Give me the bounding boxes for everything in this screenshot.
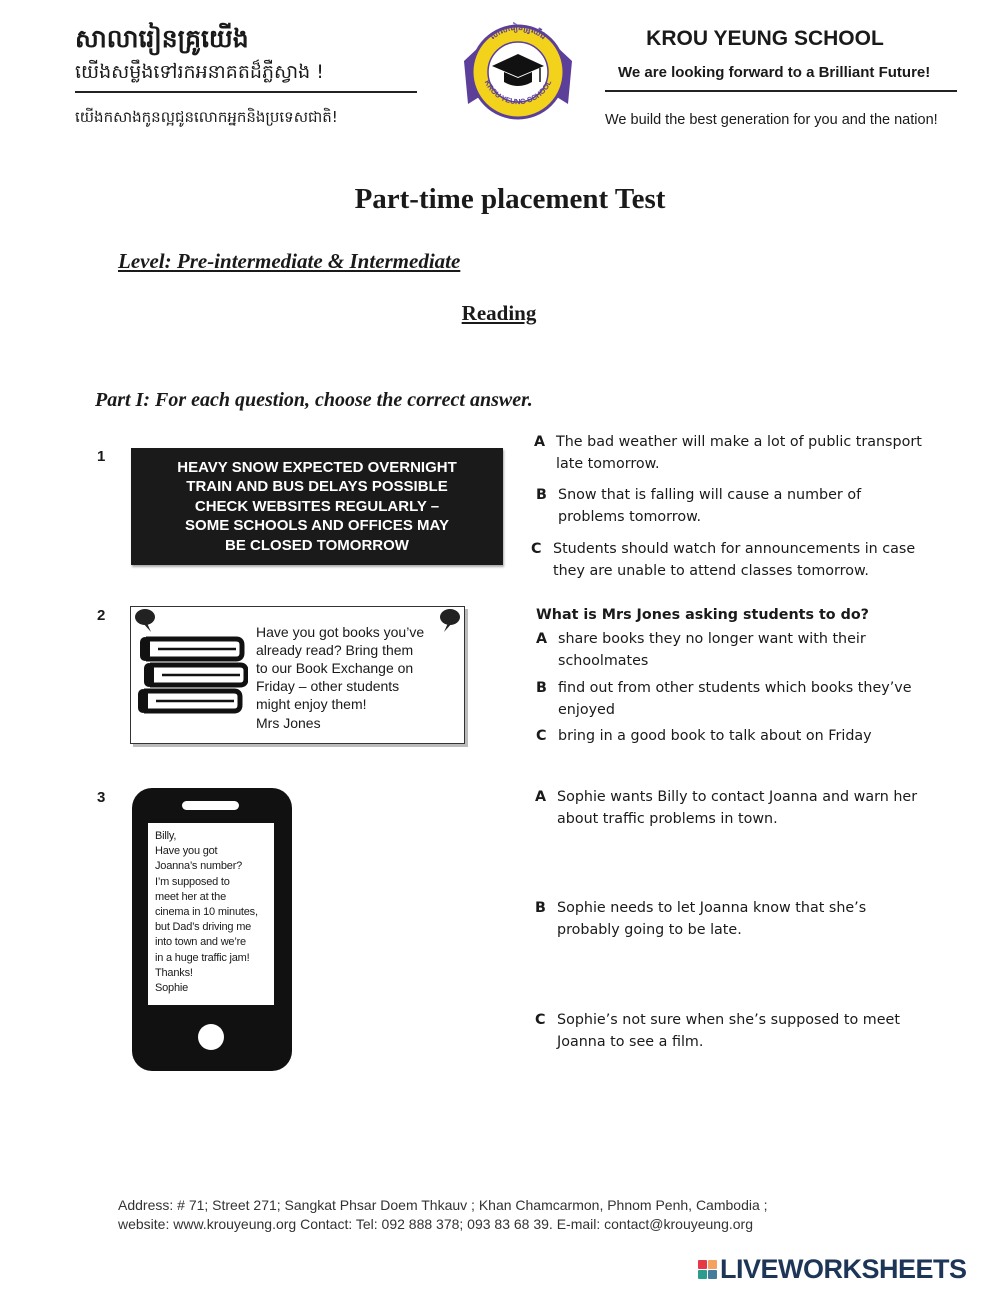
question-3-number: 3 <box>97 789 106 806</box>
header-divider-right <box>605 90 957 92</box>
option-text-line: find out from other students which books they’ve <box>558 680 912 696</box>
note-line: already read? Bring them <box>256 642 414 658</box>
logo-square <box>708 1260 717 1269</box>
question-2-number: 2 <box>97 607 106 624</box>
message-line: cinema in 10 minutes, <box>155 906 258 919</box>
note-message <box>256 623 424 713</box>
note-line: to our Book Exchange on <box>256 660 414 676</box>
option-letter: A <box>535 789 547 805</box>
option-text-line: Sophie needs to let Joanna know that she’s <box>557 900 867 916</box>
footer-contact <box>118 1196 768 1234</box>
school-name: KROU YEUNG SCHOOL <box>646 27 884 50</box>
message-line: Thanks! <box>155 966 193 979</box>
snow-notice <box>131 448 503 565</box>
school-logo <box>460 16 576 122</box>
option-text-line: Sophie’s not sure when she’s supposed to meet <box>557 1012 900 1028</box>
option-letter: C <box>535 1012 546 1028</box>
header-divider-left <box>75 91 417 93</box>
option-text-line: Snow that is falling will cause a number of <box>558 487 862 503</box>
text-message <box>155 829 258 996</box>
message-line: Have you got <box>155 845 218 858</box>
option-text-line: Sophie wants Billy to contact Joanna and warn her <box>557 789 918 805</box>
option-letter: A <box>536 631 548 647</box>
footer-website: website: www.krouyeung.org Contact: Tel: 092 888 378; 093 83 68 39. E-mail: contact@krouyeung.org <box>118 1216 753 1232</box>
notice-line: TRAIN AND BUS DELAYS POSSIBLE <box>186 478 448 496</box>
question-1-number: 1 <box>97 448 106 465</box>
message-line: meet her at the <box>155 890 226 903</box>
logo-bottom-text: KROU YEUNG SCHOOL <box>482 78 554 107</box>
notice-line: BE CLOSED TOMORROW <box>225 536 409 554</box>
option-text-line: problems tomorrow. <box>558 509 702 525</box>
option-text-line: schoolmates <box>558 653 649 669</box>
note-line: Friday – other students <box>256 678 400 694</box>
option-letter: C <box>536 728 547 744</box>
speech-bubble-icon <box>436 607 462 633</box>
message-line: Joanna’s number? <box>155 860 243 873</box>
option-text-line: share books they no longer want with their <box>558 631 866 647</box>
school-slogan: We are looking forward to a Brilliant Future! <box>618 64 931 81</box>
notice-line: CHECK WEBSITES REGULARLY – <box>194 497 440 515</box>
logo-square <box>708 1270 717 1279</box>
khmer-motto: យើងកសាងកូនល្អជូនលោកអ្នកនិងប្រទេសជាតិ! <box>75 108 338 126</box>
option-letter: C <box>531 541 542 557</box>
option-text-line: enjoyed <box>558 702 615 718</box>
liveworksheets-logo[interactable] <box>698 1254 967 1285</box>
phone-home-button <box>198 1024 224 1050</box>
logo-top-text: សាលារៀនគ្រូយើង <box>488 22 548 42</box>
english-motto: We build the best generation for you and the nation! <box>605 112 938 128</box>
option-text-line: Students should watch for announcements in case <box>553 541 916 557</box>
khmer-school-name: សាលារៀនគ្រូយើង <box>75 24 249 53</box>
phone-speaker <box>182 801 239 810</box>
notice-line: SOME SCHOOLS AND OFFICES MAY <box>185 517 449 535</box>
option-text-line: bring in a good book to talk about on Friday <box>558 728 872 744</box>
part-instruction: Part I: For each question, choose the correct answer. <box>95 389 533 411</box>
message-line: Sophie <box>155 982 189 995</box>
message-line: I’m supposed to <box>155 875 230 888</box>
liveworksheets-icon <box>698 1260 717 1279</box>
khmer-subtitle: យើងសម្លឹងទៅរកអនាគតដ៏ភ្លឺស្វាង ! <box>75 61 324 83</box>
option-text-line: probably going to be late. <box>557 922 742 938</box>
option-letter: B <box>536 680 547 696</box>
logo-square <box>698 1270 707 1279</box>
speech-bubble-icon <box>133 607 159 633</box>
note-line: might enjoy them! <box>256 696 367 712</box>
option-text-line: they are unable to attend classes tomorrow. <box>553 563 869 579</box>
option-text-line: The bad weather will make a lot of public transport <box>556 434 922 450</box>
option-letter: B <box>535 900 546 916</box>
option-letter: B <box>536 487 547 503</box>
option-letter: A <box>534 434 546 450</box>
message-line: in a huge traffic jam! <box>155 951 250 964</box>
test-title: Part-time placement Test <box>354 183 666 215</box>
note-line: Have you got books you’ve <box>256 624 425 640</box>
footer-address: Address: # 71; Street 271; Sangkat Phsar Doem Thkauv ; Khan Chamcarmon, Phnom Penh, Cambodia ; <box>118 1197 768 1213</box>
option-text-line: Joanna to see a film. <box>557 1034 704 1050</box>
message-line: into town and we’re <box>155 936 246 949</box>
q2-question: What is Mrs Jones asking students to do? <box>536 607 869 623</box>
option-text-line: about traffic problems in town. <box>557 811 778 827</box>
option-text-line: late tomorrow. <box>556 456 660 472</box>
liveworksheets-wordmark: LIVEWORKSHEETS <box>720 1254 967 1284</box>
notice-line: HEAVY SNOW EXPECTED OVERNIGHT <box>177 458 457 476</box>
message-line: but Dad’s driving me <box>155 921 252 934</box>
section-title: Reading <box>461 301 537 325</box>
logo-square <box>698 1260 707 1269</box>
note-signature: Mrs Jones <box>256 715 321 731</box>
message-line: Billy, <box>155 830 177 842</box>
books-stack-icon <box>136 633 248 717</box>
level-label: Level: Pre-intermediate & Intermediate <box>118 249 461 273</box>
